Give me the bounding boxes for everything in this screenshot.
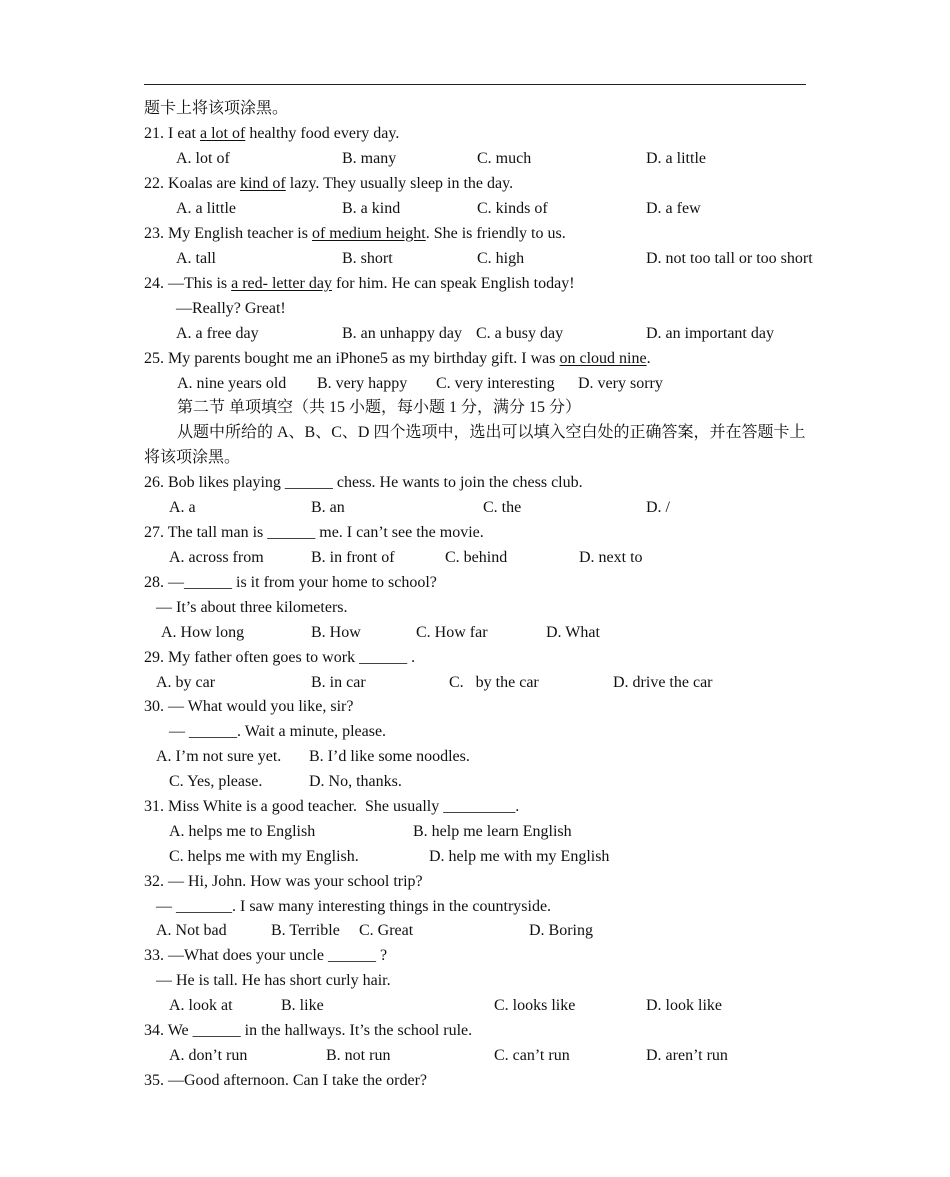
q22-option-c: C. kinds of xyxy=(477,200,548,217)
section-2-title: 第二节 单项填空（共 15 小题，每小题 1 分，满分 15 分） xyxy=(177,399,582,416)
question-26: 26. Bob likes playing ______ chess. He wants to join the chess club. xyxy=(144,474,583,491)
question-32: 32. — Hi, John. How was your school trip? xyxy=(144,873,423,890)
q27-option-a: A. across from xyxy=(169,549,264,566)
q33-reply: — He is tall. He has short curly hair. xyxy=(156,972,391,989)
question-25: 25. My parents bought me an iPhone5 as my birthday gift. I was on cloud nine. xyxy=(144,350,651,367)
underlined-phrase: kind of xyxy=(239,175,286,192)
q32-option-d: D. Boring xyxy=(529,922,593,939)
q25-option-c: C. very interesting xyxy=(436,375,555,392)
q27-option-b: B. in front of xyxy=(311,549,395,566)
q31-option-c: C. helps me with my English. xyxy=(169,848,359,865)
q22-option-a: A. a little xyxy=(176,200,236,217)
q34-option-d: D. aren’t run xyxy=(646,1047,728,1064)
q25-option-d: D. very sorry xyxy=(578,375,663,392)
q32-reply: — _______. I saw many interesting things in the countryside. xyxy=(156,898,552,915)
question-31: 31. Miss White is a good teacher. She usually _________. xyxy=(144,798,520,815)
q24-reply: —Really? Great! xyxy=(176,300,286,317)
q24-option-d: D. an important day xyxy=(646,325,774,342)
q23-option-c: C. high xyxy=(477,250,525,267)
question-34: 34. We ______ in the hallways. It’s the school rule. xyxy=(144,1022,473,1039)
q34-option-a: A. don’t run xyxy=(169,1047,248,1064)
q33-option-c: C. looks like xyxy=(494,997,576,1014)
question-22: 22. Koalas are kind of lazy. They usually sleep in the day. xyxy=(144,175,514,192)
section-2-instructions: 从题中所给的 A、B、C、D 四个选项中，选出可以填入空白处的正确答案，并在答题卡上 xyxy=(177,424,806,441)
q31-option-b: B. help me learn English xyxy=(413,823,572,840)
question-30: 30. — What would you like, sir? xyxy=(144,698,354,715)
q31-option-a: A. helps me to English xyxy=(169,823,316,840)
q26-option-d: D. / xyxy=(646,499,670,516)
underlined-phrase: of medium height xyxy=(311,225,426,242)
question-35: 35. —Good afternoon. Can I take the order? xyxy=(144,1072,428,1089)
q33-option-d: D. look like xyxy=(646,997,722,1014)
q25-option-b: B. very happy xyxy=(317,375,408,392)
q30-option-c: C. Yes, please. xyxy=(169,773,263,790)
q34-option-c: C. can’t run xyxy=(494,1047,570,1064)
underlined-phrase: on cloud nine xyxy=(559,350,647,367)
q21-option-a: A. lot of xyxy=(176,150,230,167)
underlined-phrase: a lot of xyxy=(199,125,246,142)
q24-option-c: C. a busy day xyxy=(476,325,564,342)
q27-option-d: D. next to xyxy=(579,549,643,566)
q32-option-b: B. Terrible xyxy=(271,922,340,939)
header-rule xyxy=(144,84,806,85)
q23-option-d: D. not too tall or too short xyxy=(646,250,813,267)
q34-option-b: B. not run xyxy=(326,1047,391,1064)
q31-option-d: D. help me with my English xyxy=(429,848,610,865)
q23-option-b: B. short xyxy=(342,250,393,267)
q24-option-b: B. an unhappy day xyxy=(342,325,462,342)
q28-option-d: D. What xyxy=(546,624,600,641)
question-21: 21. I eat a lot of healthy food every day. xyxy=(144,125,400,142)
q32-option-c: C. Great xyxy=(359,922,414,939)
q22-option-b: B. a kind xyxy=(342,200,401,217)
question-24: 24. —This is a red- letter day for him. He can speak English today! xyxy=(144,275,575,292)
question-29: 29. My father often goes to work ______ . xyxy=(144,649,416,666)
q22-option-d: D. a few xyxy=(646,200,701,217)
q29-option-c: C. by the car xyxy=(449,674,539,691)
q28-option-a: A. How long xyxy=(161,624,245,641)
q29-option-d: D. drive the car xyxy=(613,674,713,691)
q26-option-a: A. a xyxy=(169,499,196,516)
question-28: 28. —______ is it from your home to school? xyxy=(144,574,437,591)
q32-option-a: A. Not bad xyxy=(156,922,227,939)
q21-option-d: D. a little xyxy=(646,150,706,167)
question-27: 27. The tall man is ______ me. I can’t see the movie. xyxy=(144,524,484,541)
q23-option-a: A. tall xyxy=(176,250,216,267)
underlined-phrase: a red- letter day xyxy=(231,275,332,292)
question-23: 23. My English teacher is of medium height. She is friendly to us. xyxy=(144,225,566,242)
q26-option-b: B. an xyxy=(311,499,345,516)
q29-option-b: B. in car xyxy=(311,674,366,691)
q30-reply: — ______. Wait a minute, please. xyxy=(169,723,387,740)
q28-option-c: C. How far xyxy=(416,624,488,641)
q21-option-b: B. many xyxy=(342,150,397,167)
q30-option-a: A. I’m not sure yet. xyxy=(156,748,282,765)
q28-reply: — It’s about three kilometers. xyxy=(156,599,348,616)
q25-option-a: A. nine years old xyxy=(177,375,287,392)
q29-option-a: A. by car xyxy=(156,674,216,691)
q33-option-b: B. like xyxy=(281,997,324,1014)
header-continuation: 题卡上将该项涂黑。 xyxy=(144,100,289,117)
q30-option-d: D. No, thanks. xyxy=(309,773,402,790)
q30-option-b: B. I’d like some noodles. xyxy=(309,748,470,765)
section-2-instructions-cont: 将该项涂黑。 xyxy=(144,449,241,466)
q24-option-a: A. a free day xyxy=(176,325,259,342)
q27-option-c: C. behind xyxy=(445,549,508,566)
q21-option-c: C. much xyxy=(477,150,532,167)
question-33: 33. —What does your uncle ______ ? xyxy=(144,947,388,964)
q26-option-c: C. the xyxy=(483,499,522,516)
q28-option-b: B. How xyxy=(311,624,361,641)
q33-option-a: A. look at xyxy=(169,997,233,1014)
